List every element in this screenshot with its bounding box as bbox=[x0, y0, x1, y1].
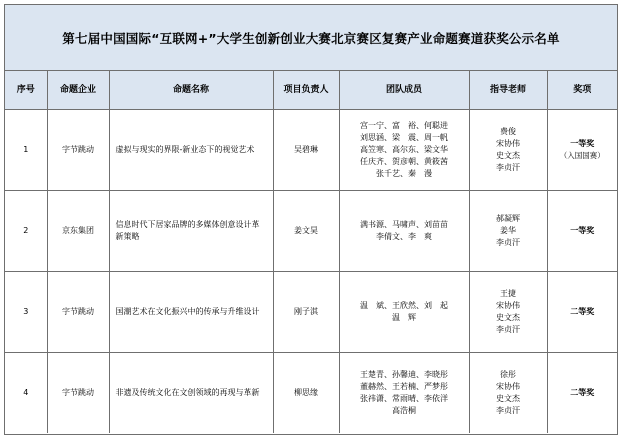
advisor-name: 史文杰 bbox=[496, 312, 520, 322]
member-line: 温 斌、王欣然、刘 起 bbox=[360, 300, 448, 310]
advisor-name: 宋协伟 bbox=[496, 381, 520, 391]
member-line: 张千艺、秦 漫 bbox=[376, 168, 432, 178]
advisor-name: 李贞汗 bbox=[496, 162, 520, 172]
header-project: 命题名称 bbox=[109, 71, 273, 109]
member-line: 李倩文、李 爽 bbox=[376, 231, 432, 241]
header-index: 序号 bbox=[5, 71, 47, 109]
member-line: 刘思涵、梁 震、周一帆 bbox=[360, 132, 448, 142]
member-line: 宫一宁、富 裕、何聪进 bbox=[360, 120, 448, 130]
title-banner bbox=[5, 5, 617, 71]
cell-advisors bbox=[469, 109, 547, 190]
member-line: 任庆齐、贺彦朝、黄筱茜 bbox=[360, 156, 448, 166]
cell-members bbox=[339, 352, 469, 433]
table-row bbox=[5, 109, 617, 190]
header-leader: 项目负责人 bbox=[273, 71, 339, 109]
member-line: 张祎潇、常雨晴、李依洋 bbox=[360, 393, 448, 403]
member-line: 高笠寒、高尔东、梁文华 bbox=[360, 144, 448, 154]
cell-index: 2 bbox=[5, 190, 47, 271]
award-label: 二等奖 bbox=[570, 306, 595, 316]
cell-leader: 姜文昊 bbox=[273, 190, 339, 271]
advisor-name: 姜华 bbox=[500, 225, 516, 235]
award-note: （入国国赛） bbox=[559, 150, 605, 160]
award-table bbox=[5, 71, 617, 433]
header-members: 团队成员 bbox=[339, 71, 469, 109]
table-row bbox=[5, 352, 617, 433]
cell-advisors bbox=[469, 190, 547, 271]
cell-advisors bbox=[469, 271, 547, 352]
advisor-name: 郝凝辉 bbox=[496, 213, 520, 223]
award-label: 一等奖 bbox=[570, 138, 595, 148]
cell-project: 虚拟与现实的界限-新业态下的视觉艺术 bbox=[109, 109, 273, 190]
cell-leader: 柳思缘 bbox=[273, 352, 339, 433]
document-title: 第七届中国国际“互联网+”大学生创新创业大赛北京赛区复赛产业命题赛道获奖公示名单 bbox=[62, 30, 560, 46]
cell-members bbox=[339, 271, 469, 352]
cell-company: 字节跳动 bbox=[47, 352, 109, 433]
header-award: 奖项 bbox=[547, 71, 617, 109]
advisor-name: 宋协伟 bbox=[496, 138, 520, 148]
advisor-name: 王捷 bbox=[500, 288, 516, 298]
member-line: 王楚青、孙馨迪、李晓彤 bbox=[360, 369, 448, 379]
cell-award bbox=[547, 190, 617, 271]
cell-leader: 刚子淇 bbox=[273, 271, 339, 352]
table-header-row bbox=[5, 71, 617, 109]
table-row bbox=[5, 190, 617, 271]
advisor-name: 李贞汗 bbox=[496, 237, 520, 247]
cell-company: 京东集团 bbox=[47, 190, 109, 271]
member-line: 温 辉 bbox=[392, 312, 416, 322]
advisor-name: 费俊 bbox=[500, 126, 516, 136]
cell-project: 信息时代下居家品牌的多媒体创意设计革新策略 bbox=[109, 190, 273, 271]
cell-company: 字节跳动 bbox=[47, 271, 109, 352]
header-company: 命题企业 bbox=[47, 71, 109, 109]
cell-award bbox=[547, 109, 617, 190]
cell-members bbox=[339, 190, 469, 271]
cell-members bbox=[339, 109, 469, 190]
award-label: 二等奖 bbox=[570, 387, 595, 397]
member-line: 高浩桐 bbox=[392, 405, 416, 415]
member-line: 董赫然、王若楠、严梦彤 bbox=[360, 381, 448, 391]
advisor-name: 宋协伟 bbox=[496, 300, 520, 310]
cell-company: 字节跳动 bbox=[47, 109, 109, 190]
advisor-name: 李贞汗 bbox=[496, 405, 520, 415]
cell-index: 4 bbox=[5, 352, 47, 433]
cell-leader: 吴碧琳 bbox=[273, 109, 339, 190]
advisor-name: 史文杰 bbox=[496, 150, 520, 160]
cell-award bbox=[547, 352, 617, 433]
cell-index: 3 bbox=[5, 271, 47, 352]
advisor-name: 徐彤 bbox=[500, 369, 516, 379]
cell-advisors bbox=[469, 352, 547, 433]
cell-project: 国潮艺术在文化振兴中的传承与升维设计 bbox=[109, 271, 273, 352]
member-line: 满书源、马啸声、刘苗苗 bbox=[360, 219, 448, 229]
cell-project: 非遗及传统文化在文创领域的再现与革新 bbox=[109, 352, 273, 433]
award-label: 一等奖 bbox=[570, 225, 595, 235]
table-row bbox=[5, 271, 617, 352]
advisor-name: 史文杰 bbox=[496, 393, 520, 403]
cell-index: 1 bbox=[5, 109, 47, 190]
header-advisors: 指导老师 bbox=[469, 71, 547, 109]
award-list-document bbox=[4, 4, 618, 435]
cell-award bbox=[547, 271, 617, 352]
advisor-name: 李贞汗 bbox=[496, 324, 520, 334]
